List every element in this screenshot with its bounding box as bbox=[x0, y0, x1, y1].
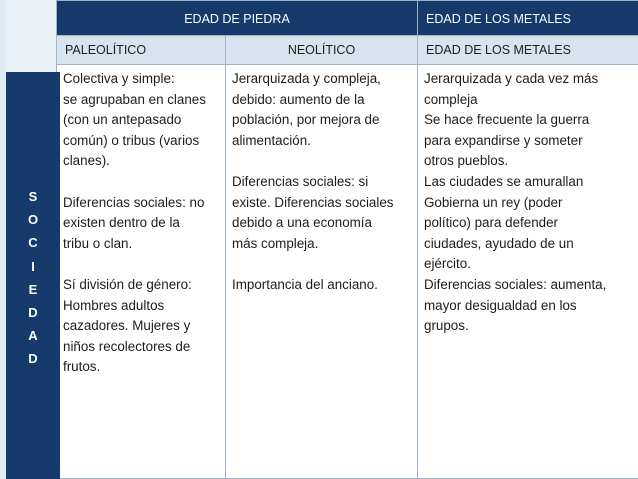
cell-paleolitico bbox=[57, 65, 226, 479]
cell-neolitico-text: Jerarquizada y compleja, debido: aumento de la población, por mejora de alimentación. Diferencias sociales: si existe. Diferencias sociales debido a una economía más compleja. Importancia del anciano. bbox=[232, 71, 394, 292]
cell-metales-text: Jerarquizada y cada vez más compleja Se hace frecuente la guerra para expandirse y someter otros pueblos. Las ciudades se amurallan Gobierna un rey (poder político) para defender ciudades, ayudado de un ejército. Diferencias sociales: aumenta, mayor desigualdad en los grupos. bbox=[424, 71, 607, 334]
side-label-panel bbox=[6, 72, 60, 479]
society-row bbox=[57, 65, 638, 479]
header-edad-piedra bbox=[57, 1, 418, 36]
subheader-row bbox=[57, 36, 638, 65]
side-label-sociedad: S O C I E D A D bbox=[27, 189, 39, 367]
cell-neolitico bbox=[226, 65, 418, 479]
cell-metales bbox=[418, 65, 638, 479]
header-edad-metales-label: EDAD DE LOS METALES bbox=[426, 11, 571, 26]
header-row bbox=[57, 1, 638, 36]
subheader-paleolitico: PALEOLÍTICO bbox=[57, 36, 226, 65]
cell-paleolitico-text: Colectiva y simple: se agrupaban en clanes (con un antepasado común) o tribus (varios clanes). Diferencias sociales: no existen dentro de la tribu o clan. Sí división de género: Hombres adultos cazadores. Mujeres y niños recolectores de frutos. bbox=[63, 71, 206, 375]
subheader-metales: EDAD DE LOS METALES bbox=[418, 36, 638, 65]
subheader-neolitico: NEOLÍTICO bbox=[226, 36, 418, 65]
society-comparison-table bbox=[56, 0, 638, 479]
header-edad-piedra-label: EDAD DE PIEDRA bbox=[184, 11, 290, 26]
header-edad-metales bbox=[418, 1, 638, 36]
